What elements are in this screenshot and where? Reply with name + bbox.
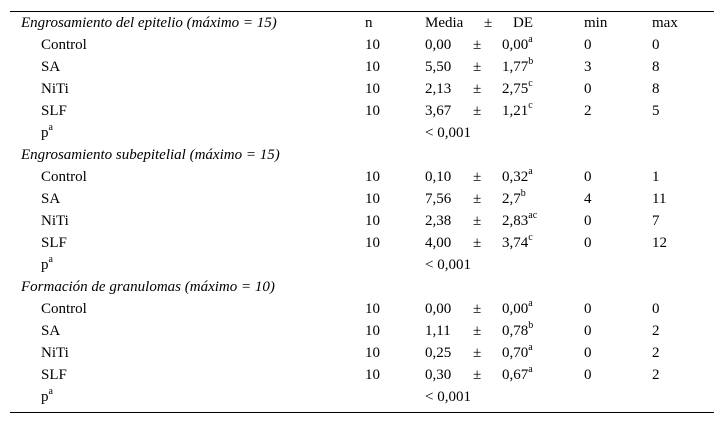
- n-value: 10: [365, 301, 380, 317]
- max-value: 8: [652, 59, 660, 75]
- sd-value: 0,00$^a$: [502, 34, 533, 53]
- max-value: 11: [652, 191, 667, 207]
- n-value: 10: [365, 345, 380, 361]
- sd-value: 2,83$^{ac}$: [502, 210, 538, 229]
- header-media: Media: [425, 15, 464, 31]
- group-label: SA: [41, 323, 61, 339]
- sd-value: 0,00$^a$: [502, 298, 533, 317]
- sd-value: 1,77$^b$: [502, 56, 534, 75]
- table-row: [0, 320, 724, 342]
- header-pm: ±: [484, 15, 493, 31]
- pm-sign: ±: [473, 235, 482, 251]
- section-title: Engrosamiento del epitelio (máximo = 15): [21, 15, 277, 31]
- group-label: SA: [41, 191, 61, 207]
- pm-sign: ±: [473, 103, 482, 119]
- sd-value: 0,70$^a$: [502, 342, 533, 361]
- min-value: 0: [584, 37, 592, 53]
- table-row: [0, 78, 724, 100]
- mean-value: 2,13: [425, 81, 452, 97]
- sd-value: 1,21$^c$: [502, 100, 533, 119]
- mean-value: 4,00: [425, 235, 452, 251]
- mean-value: 0,00: [425, 37, 452, 53]
- min-value: 0: [584, 81, 592, 97]
- significance-superscript: a: [528, 166, 533, 177]
- pm-sign: ±: [473, 367, 482, 383]
- group-label: SLF: [41, 367, 67, 383]
- sd-value: 2,75$^c$: [502, 78, 533, 97]
- min-value: 0: [584, 213, 592, 229]
- group-label: NiTi: [41, 213, 69, 229]
- max-value: 5: [652, 103, 660, 119]
- significance-superscript: b: [528, 320, 534, 331]
- p-value: < 0,001: [425, 389, 471, 405]
- p-value: < 0,001: [425, 257, 471, 273]
- min-value: 2: [584, 103, 592, 119]
- n-value: 10: [365, 59, 380, 75]
- p-label: $p^a$: [41, 254, 53, 273]
- table-row: [0, 166, 724, 188]
- significance-superscript: c: [528, 100, 533, 111]
- group-label: SLF: [41, 103, 67, 119]
- min-value: 3: [584, 59, 592, 75]
- p-superscript: a: [48, 254, 53, 265]
- group-label: NiTi: [41, 345, 69, 361]
- p-value-row: [0, 254, 724, 276]
- header-max: max: [652, 15, 678, 31]
- n-value: 10: [365, 191, 380, 207]
- p-value-row: [0, 122, 724, 144]
- mean-value: 0,25: [425, 345, 452, 361]
- max-value: 2: [652, 323, 660, 339]
- table-row: [0, 298, 724, 320]
- header-n: n: [365, 15, 373, 31]
- max-value: 2: [652, 367, 660, 383]
- section-title: Formación de granulomas (máximo = 10): [21, 279, 275, 295]
- min-value: 4: [584, 191, 592, 207]
- max-value: 0: [652, 301, 660, 317]
- table-row: [0, 56, 724, 78]
- n-value: 10: [365, 235, 380, 251]
- max-value: 12: [652, 235, 667, 251]
- sd-value: 0,32$^a$: [502, 166, 533, 185]
- p-label: $p^a$: [41, 122, 53, 141]
- n-value: 10: [365, 169, 380, 185]
- mean-value: 1,11: [425, 323, 451, 339]
- mean-value: 0,00: [425, 301, 452, 317]
- pm-sign: ±: [473, 191, 482, 207]
- n-value: 10: [365, 367, 380, 383]
- sd-value: 2,7$^b$: [502, 188, 526, 207]
- pm-sign: ±: [473, 345, 482, 361]
- significance-superscript: ac: [528, 210, 538, 221]
- mean-value: 5,50: [425, 59, 452, 75]
- table-row: [0, 100, 724, 122]
- group-label: Control: [41, 37, 87, 53]
- min-value: 0: [584, 301, 592, 317]
- table-row: [0, 232, 724, 254]
- pm-sign: ±: [473, 301, 482, 317]
- p-value: < 0,001: [425, 125, 471, 141]
- group-label: SA: [41, 59, 61, 75]
- n-value: 10: [365, 81, 380, 97]
- table-row: [0, 188, 724, 210]
- pm-sign: ±: [473, 59, 482, 75]
- group-label: NiTi: [41, 81, 69, 97]
- mean-value: 3,67: [425, 103, 452, 119]
- p-value-row: [0, 386, 724, 408]
- max-value: 7: [652, 213, 660, 229]
- table-row: [0, 210, 724, 232]
- min-value: 0: [584, 235, 592, 251]
- mean-value: 7,56: [425, 191, 452, 207]
- significance-superscript: c: [528, 232, 533, 243]
- header-row: [0, 12, 724, 34]
- significance-superscript: b: [520, 188, 526, 199]
- n-value: 10: [365, 323, 380, 339]
- mean-value: 2,38: [425, 213, 452, 229]
- p-superscript: a: [48, 386, 53, 397]
- table-bottom-rule: [10, 412, 714, 413]
- table-row: [0, 342, 724, 364]
- max-value: 8: [652, 81, 660, 97]
- n-value: 10: [365, 37, 380, 53]
- table-row: [0, 34, 724, 56]
- significance-superscript: a: [528, 342, 533, 353]
- header-min: min: [584, 15, 608, 31]
- table-row: [0, 364, 724, 386]
- group-label: SLF: [41, 235, 67, 251]
- significance-superscript: a: [528, 34, 533, 45]
- header-de: DE: [513, 15, 533, 31]
- sd-value: 0,67$^a$: [502, 364, 533, 383]
- min-value: 0: [584, 367, 592, 383]
- p-superscript: a: [48, 122, 53, 133]
- significance-superscript: a: [528, 364, 533, 375]
- p-label: $p^a$: [41, 386, 53, 405]
- min-value: 0: [584, 345, 592, 361]
- pm-sign: ±: [473, 81, 482, 97]
- min-value: 0: [584, 169, 592, 185]
- pm-sign: ±: [473, 169, 482, 185]
- pm-sign: ±: [473, 213, 482, 229]
- mean-value: 0,30: [425, 367, 452, 383]
- pm-sign: ±: [473, 323, 482, 339]
- max-value: 0: [652, 37, 660, 53]
- mean-value: 0,10: [425, 169, 452, 185]
- significance-superscript: a: [528, 298, 533, 309]
- n-value: 10: [365, 103, 380, 119]
- section-title-row: [0, 144, 724, 166]
- section-title: Engrosamiento subepitelial (máximo = 15): [21, 147, 280, 163]
- max-value: 1: [652, 169, 660, 185]
- sd-value: 3,74$^c$: [502, 232, 533, 251]
- group-label: Control: [41, 169, 87, 185]
- significance-superscript: c: [528, 78, 533, 89]
- pm-sign: ±: [473, 37, 482, 53]
- section-title-row: [0, 276, 724, 298]
- max-value: 2: [652, 345, 660, 361]
- group-label: Control: [41, 301, 87, 317]
- sd-value: 0,78$^b$: [502, 320, 534, 339]
- n-value: 10: [365, 213, 380, 229]
- significance-superscript: b: [528, 56, 534, 67]
- min-value: 0: [584, 323, 592, 339]
